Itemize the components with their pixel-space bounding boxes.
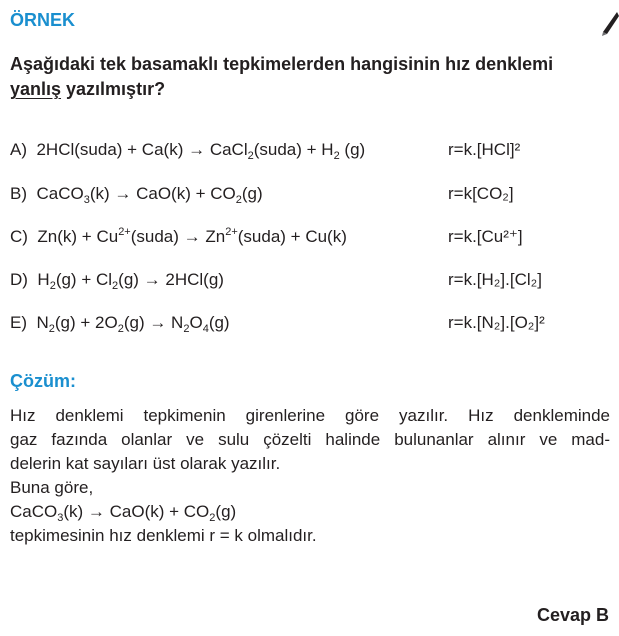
- option-a: [10, 140, 365, 160]
- option-c-rate: r=k.[Cu²⁺]: [448, 227, 523, 246]
- question-line-2-rest: yazılmıştır?: [61, 79, 166, 99]
- solution-heading: Çözüm:: [10, 371, 76, 391]
- option-reaction: CaCO$_3$(k) → $CaO(k) + CO_2(g)$: [31, 184, 263, 206]
- option-reaction: $Zn(k) + Cu^{2+}(suda)$ → $Zn^{2+}(suda) + Cu(k)$: [32, 226, 347, 246]
- option-letter: D): [10, 270, 28, 289]
- option-d-rate: r=k.[H₂].[Cl₂]: [448, 270, 542, 289]
- option-b-rate: r=k[CO₂]: [448, 184, 514, 203]
- option-a-rate: r=k.[HCl]²: [448, 140, 521, 159]
- pencil-icon: [597, 10, 619, 41]
- solution-line: delerin kat sayıları üst olarak yazılır.: [10, 454, 281, 473]
- solution-line: gaz fazında olanlar ve sulu çözelti halinde bulunanlar alınır ve mad-: [10, 430, 610, 449]
- question-text: [10, 52, 553, 102]
- option-e-rate: r=k.[N₂].[O₂]²: [448, 313, 545, 332]
- option-reaction: $H_2(g) + Cl_2(g) \to 2HCl(g)$: [32, 270, 224, 292]
- solution-conclusion: tepkimesinin hız denklemi r = k olmalıdır.: [10, 526, 317, 545]
- option-letter: C): [10, 227, 28, 246]
- option-letter: E): [10, 313, 27, 332]
- solution-body: [10, 404, 610, 548]
- option-b: [10, 184, 263, 204]
- solution-line: Hız denklemi tepkimenin girenlerine göre yazılır. Hız denkleminde: [10, 406, 610, 425]
- option-letter: B): [10, 184, 27, 203]
- option-c: [10, 227, 347, 247]
- option-letter: A): [10, 140, 27, 159]
- option-d: [10, 270, 224, 290]
- answer-label: Cevap B: [536, 605, 609, 625]
- option-reaction: 2HCl(suda) + Ca(k) → CaCl$_2$(suda) + $H_2$ (g): [31, 140, 366, 162]
- question-line-1: Aşağıdaki tek basamaklı tepkimelerden hangisinin hız denklemi: [10, 54, 554, 74]
- solution-reaction: CaCO$_3$(k) → $CaO(k) + CO_2(g)$: [10, 502, 237, 524]
- solution-line: Buna göre,: [10, 478, 94, 497]
- question-underlined-word: yanlış: [10, 79, 62, 99]
- option-e: [10, 313, 230, 333]
- option-reaction: $N_2(g) + 2O_2(g) \to N_2O_4(g)$: [31, 313, 230, 335]
- example-heading: ÖRNEK: [10, 10, 76, 30]
- question-line-2: [10, 77, 553, 102]
